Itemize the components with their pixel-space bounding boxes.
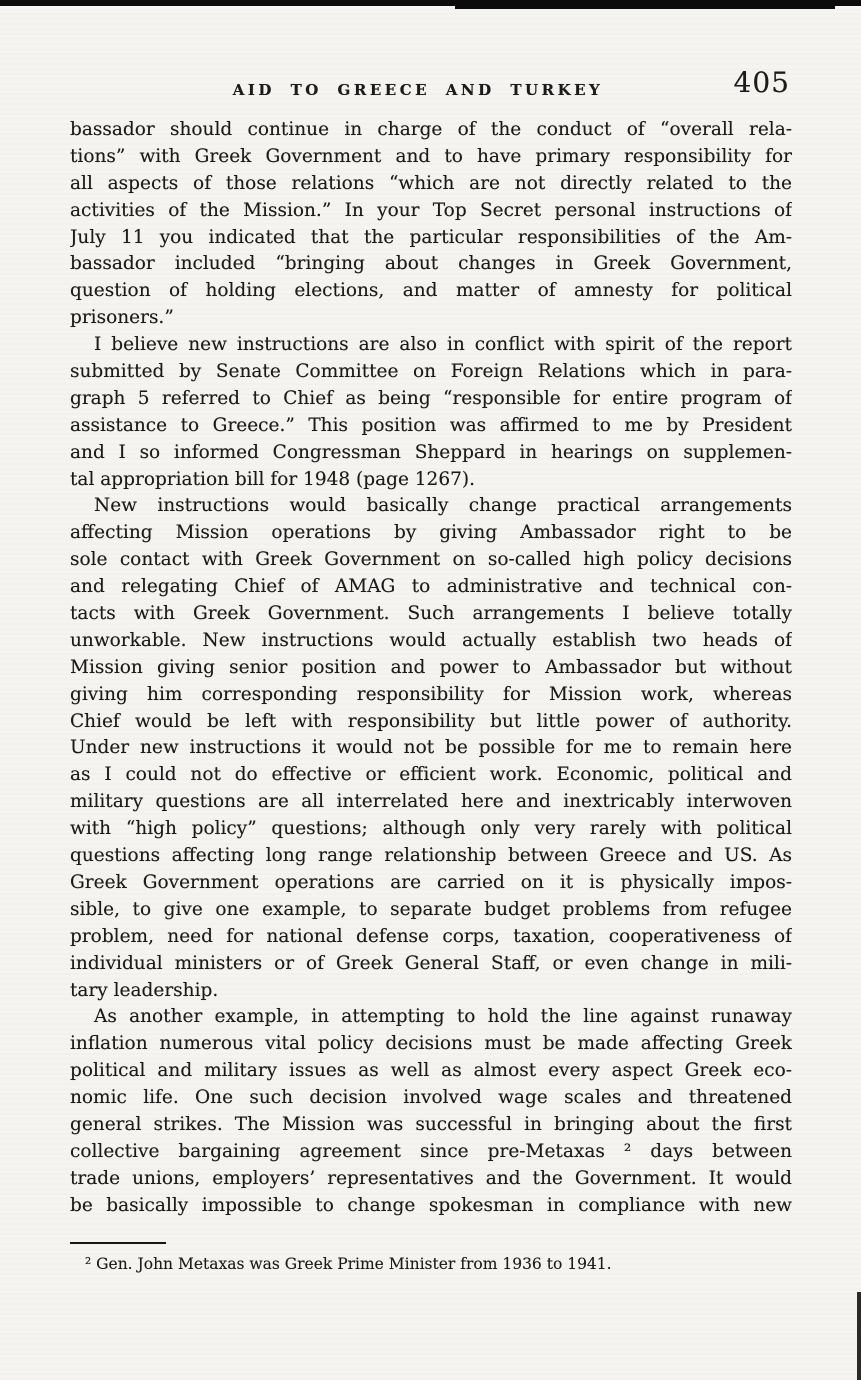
text-line: assistance to Greece.” This position was affirmed to me by President bbox=[70, 414, 792, 436]
text-line: nomic life. One such decision involved wage scales and threatened bbox=[70, 1087, 792, 1109]
text-line: I believe new instructions are also in conflict with spirit of the report bbox=[94, 334, 792, 356]
text-line: question of holding elections, and matter of amnesty for political bbox=[70, 280, 792, 302]
text-line: tal appropriation bill for 1948 (page 1267). bbox=[70, 468, 475, 490]
text-line: and I so informed Congressman Sheppard in hearings on supplemen- bbox=[70, 441, 792, 463]
running-head: AID TO GREECE AND TURKEY bbox=[232, 81, 604, 99]
text-line: unworkable. New instructions would actually establish two heads of bbox=[70, 629, 792, 651]
text-line: political and military issues as well as almost every aspect Greek eco- bbox=[70, 1060, 792, 1082]
text-line: be basically impossible to change spokesman in compliance with new bbox=[70, 1194, 792, 1216]
text-line: sible, to give one example, to separate budget problems from refugee bbox=[70, 898, 792, 920]
text-line: as I could not do effective or efficient work. Economic, political and bbox=[70, 764, 792, 786]
text-line: bassador included “bringing about changes in Greek Government, bbox=[70, 253, 792, 275]
text-line: trade unions, employers’ representatives and the Government. It would bbox=[70, 1167, 792, 1189]
text-line: sole contact with Greek Government on so-called high policy decisions bbox=[70, 549, 792, 571]
page-header bbox=[70, 66, 792, 108]
text-line: As another example, in attempting to hold the line against runaway bbox=[94, 1006, 792, 1028]
text-line: prisoners.” bbox=[70, 307, 174, 329]
text-line: tary leadership. bbox=[70, 979, 219, 1001]
text-line: Under new instructions it would not be possible for me to remain here bbox=[70, 737, 792, 759]
text-line: New instructions would basically change practical arrangements bbox=[94, 495, 792, 517]
scan-edge-top-right bbox=[455, 0, 835, 9]
scan-edge-right bbox=[857, 1292, 861, 1380]
text-line: inflation numerous vital policy decisions must be made affecting Greek bbox=[70, 1033, 792, 1055]
text-line: Greek Government operations are carried on it is physically impos- bbox=[70, 871, 792, 893]
text-line: collective bargaining agreement since pre-Metaxas ² days between bbox=[70, 1140, 792, 1162]
text-line: general strikes. The Mission was successful in bringing about the first bbox=[70, 1113, 792, 1135]
text-line: Mission giving senior position and power to Ambassador but without bbox=[70, 656, 792, 678]
text-line: bassador should continue in charge of the conduct of “overall rela- bbox=[70, 119, 792, 140]
text-line: tacts with Greek Government. Such arrangements I believe totally bbox=[70, 603, 792, 625]
text-line: affecting Mission operations by giving Ambassador right to be bbox=[70, 522, 792, 544]
text-line: all aspects of those relations “which are not directly related to the bbox=[70, 172, 792, 194]
text-line: submitted by Senate Committee on Foreign Relations which in para- bbox=[70, 361, 792, 383]
text-line: with “high policy” questions; although only very rarely with political bbox=[70, 818, 792, 840]
page-number: 405 bbox=[733, 66, 790, 99]
text-line: graph 5 referred to Chief as being “responsible for entire program of bbox=[70, 387, 792, 409]
page-body bbox=[70, 117, 792, 1220]
text-line: Chief would be left with responsibility but little power of authority. bbox=[70, 710, 792, 732]
text-line: giving him corresponding responsibility for Mission work, whereas bbox=[70, 683, 792, 705]
text-line: problem, need for national defense corps, taxation, cooperativeness of bbox=[70, 925, 792, 947]
text-line: individual ministers or of Greek General Staff, or even change in mili- bbox=[70, 952, 792, 974]
text-line: military questions are all interrelated here and inextricably interwoven bbox=[70, 791, 792, 813]
footnote-separator bbox=[70, 1242, 166, 1244]
text-line: activities of the Mission.” In your Top Secret personal instructions of bbox=[70, 199, 792, 221]
text-line: July 11 you indicated that the particular responsibilities of the Am- bbox=[70, 226, 792, 248]
text-line: questions affecting long range relationship between Greece and US. As bbox=[70, 845, 792, 867]
text-line: tions” with Greek Government and to have primary responsibility for bbox=[70, 145, 792, 167]
footnote: ² Gen. John Metaxas was Greek Prime Minister from 1936 to 1941. bbox=[85, 1255, 612, 1273]
text-line: and relegating Chief of AMAG to administrative and technical con- bbox=[70, 576, 792, 598]
